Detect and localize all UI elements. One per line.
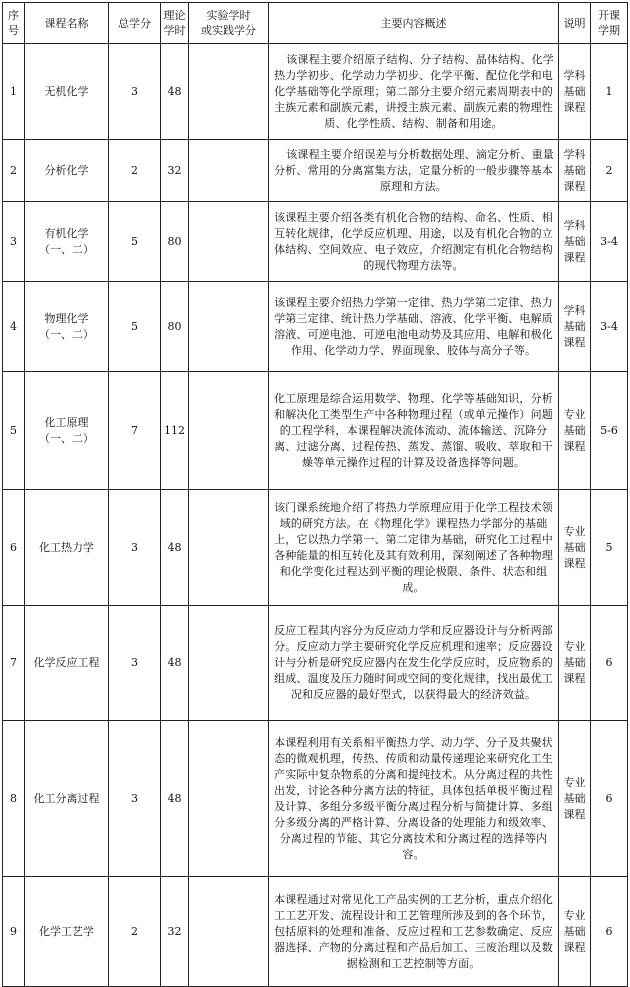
- row-practice-hours: [189, 877, 269, 987]
- row-course-name: 有机化学 （一、二）: [25, 202, 109, 282]
- row-note: 专业 基础 课程: [559, 606, 591, 721]
- row-credits: 2: [109, 140, 161, 202]
- summary-text: 反应工程其内容分为反应动力学和反应器设计与分析两部分。反应动力学主要研究化学反应机理和速率；反应器设计与分析是研究反应器内在发生化学反应时，反应物系的组成、温度及压力随时间或空间的变化规律，找出最优工况和反应器的最好型式，以获得最大的经济效益。: [274, 624, 553, 701]
- row-practice-hours: [189, 140, 269, 202]
- row-theory-hours: 80: [161, 202, 189, 282]
- row-theory-hours: 48: [161, 490, 189, 606]
- header-course-name: 课程名称: [25, 3, 109, 44]
- row-credits: 5: [109, 202, 161, 282]
- row-practice-hours: [189, 44, 269, 140]
- row-theory-hours: 32: [161, 140, 189, 202]
- table-row: [3, 721, 628, 877]
- row-credits: 2: [109, 877, 161, 987]
- row-seq: 2: [3, 140, 25, 202]
- row-term: 1: [591, 44, 628, 140]
- row-term: 3-4: [591, 282, 628, 372]
- row-term: 5: [591, 490, 628, 606]
- row-seq: 4: [3, 282, 25, 372]
- header-summary: 主要内容概述: [269, 3, 559, 44]
- row-summary: [269, 372, 559, 490]
- summary-text: 该课程主要介绍热力学第一定律、热力学第二定律、热力学第三定律、统计热力学基础、溶液、化学平衡、电解质溶液、可逆电池、可逆电池电动势及其应用、电解和极化作用、化学动力学、界面现象、胶体与高分子等。: [274, 295, 553, 357]
- summary-text: 该门课系统地介绍了将热力学原理应用于化学工程技术领域的研究方法。在《物理化学》课程热力学部分的基础上，它以热力学第一、第二定律为基础，研究化工过程中各种能量的相互转化及其有效利用，深刻阐述了各种物理和化学变化过程达到平衡的理论极限、条件、状态和组成。: [274, 500, 553, 594]
- row-seq: 1: [3, 44, 25, 140]
- row-note: 学科 基础 课程: [559, 282, 591, 372]
- header-practice-hours: 实验学时 或实践学分: [189, 3, 269, 44]
- row-term: 3-4: [591, 202, 628, 282]
- table-row: [3, 202, 628, 282]
- header-credits: 总学分: [109, 3, 161, 44]
- header-term: 开课 学期: [591, 3, 628, 44]
- row-practice-hours: [189, 606, 269, 721]
- row-summary: [269, 282, 559, 372]
- table-row: [3, 490, 628, 606]
- table-row: [3, 44, 628, 140]
- row-seq: 9: [3, 877, 25, 987]
- row-seq: 3: [3, 202, 25, 282]
- row-course-name: 分析化学: [25, 140, 109, 202]
- row-summary: [269, 606, 559, 721]
- row-summary: [269, 490, 559, 606]
- row-note: 专业 基础 课程: [559, 721, 591, 877]
- row-course-name: 无机化学: [25, 44, 109, 140]
- table-row: [3, 282, 628, 372]
- row-theory-hours: 48: [161, 44, 189, 140]
- row-note: 学科 基础 课程: [559, 140, 591, 202]
- summary-text: 本课程利用有关系相平衡热力学、动力学、分子及共聚状态的微观机理，传热、传质和动量传递理论来研究化工生产实际中复杂物系的分离和提纯技术。从分离过程的共性出发，讨论各种分离方法的特征，具体包括单极平衡过程及计算、多组分多级平衡分离过程分析与简捷计算、多组分多级分离的严格计算、分离设备的处理能力和级效率、分离过程的节能、其它分离技术和分离过程的选择等内容。: [274, 735, 553, 861]
- summary-text: 该课程主要介绍误差与分析数据处理、滴定分析、重量分析、常用的分离富集方法，定量分析的一般步骤等基本原理和方法。: [274, 147, 554, 193]
- row-summary: [269, 202, 559, 282]
- row-course-name: 化学工艺学: [25, 877, 109, 987]
- row-note: 专业 基础 课程: [559, 490, 591, 606]
- row-summary: [269, 877, 559, 987]
- row-theory-hours: 48: [161, 606, 189, 721]
- row-credits: 3: [109, 490, 161, 606]
- row-summary: [269, 721, 559, 877]
- row-credits: 3: [109, 44, 161, 140]
- row-seq: 8: [3, 721, 25, 877]
- row-course-name: 物理化学 （一、二）: [25, 282, 109, 372]
- row-seq: 5: [3, 372, 25, 490]
- table-row: [3, 877, 628, 987]
- summary-text: 该课程主要介绍原子结构、分子结构、晶体结构、化学热力学初步、化学动力学初步、化学平衡、配位化学和电化学基础等化学原理；第二部分主要介绍元素周期表中的主族元素和副族元素，讲授主族元素、副族元素的物理性质、化学性质、结构、制备和用途。: [274, 52, 554, 130]
- row-practice-hours: [189, 282, 269, 372]
- row-theory-hours: 112: [161, 372, 189, 490]
- row-note: 学科 基础 课程: [559, 44, 591, 140]
- row-term: 6: [591, 721, 628, 877]
- row-summary: [269, 44, 559, 140]
- row-credits: 7: [109, 372, 161, 490]
- row-course-name: 化工热力学: [25, 490, 109, 606]
- row-note: 专业 基础 课程: [559, 372, 591, 490]
- header-seq: 序 号: [3, 3, 25, 44]
- row-seq: 7: [3, 606, 25, 721]
- row-course-name: 化学反应工程: [25, 606, 109, 721]
- course-table: [2, 2, 628, 987]
- row-course-name: 化工原理 （一、二）: [25, 372, 109, 490]
- summary-text: 该课程主要介绍各类有机化合物的结构、命名、性质、相互转化规律，化学反应机理、用途，以及有机化合物的立体结构、空间效应、电子效应，介绍测定有机化合物结构的现代物理方法等。: [274, 210, 553, 272]
- row-credits: 3: [109, 606, 161, 721]
- table-row: [3, 606, 628, 721]
- table-row: [3, 140, 628, 202]
- row-credits: 5: [109, 282, 161, 372]
- row-note: 学科 基础 课程: [559, 202, 591, 282]
- row-seq: 6: [3, 490, 25, 606]
- table-row: [3, 372, 628, 490]
- row-theory-hours: 48: [161, 721, 189, 877]
- row-term: 6: [591, 606, 628, 721]
- row-practice-hours: [189, 490, 269, 606]
- row-theory-hours: 80: [161, 282, 189, 372]
- table-header-row: [3, 3, 628, 44]
- row-note: 专业 基础 课程: [559, 877, 591, 987]
- header-theory-hours: 理论 学时: [161, 3, 189, 44]
- row-course-name: 化工分离过程: [25, 721, 109, 877]
- row-practice-hours: [189, 202, 269, 282]
- row-term: 2: [591, 140, 628, 202]
- row-theory-hours: 32: [161, 877, 189, 987]
- row-term: 5-6: [591, 372, 628, 490]
- row-practice-hours: [189, 372, 269, 490]
- summary-text: 本课程通过对常见化工产品实例的工艺分析，重点介绍化工工艺开发、流程设计和工艺管理所涉及到的各个环节，包括原料的处理和准备、反应过程和工艺参数确定、反应器选择、产物的分离过程和产品后加工、三废治理以及数据检测和工艺控制等方面。: [274, 892, 553, 970]
- row-practice-hours: [189, 721, 269, 877]
- row-summary: [269, 140, 559, 202]
- summary-text: 化工原理是综合运用数学、物理、化学等基础知识，分析和解决化工类型生产中各种物理过程（或单元操作）问题的工程学科，本课程解决流体流动、流体输送、沉降分离、过滤分离、过程传热、蒸发、蒸馏、吸收、萃取和干燥等单元操作过程的计算及设备选择等问题。: [274, 391, 553, 469]
- header-note: 说明: [559, 3, 591, 44]
- row-credits: 3: [109, 721, 161, 877]
- row-term: 6: [591, 877, 628, 987]
